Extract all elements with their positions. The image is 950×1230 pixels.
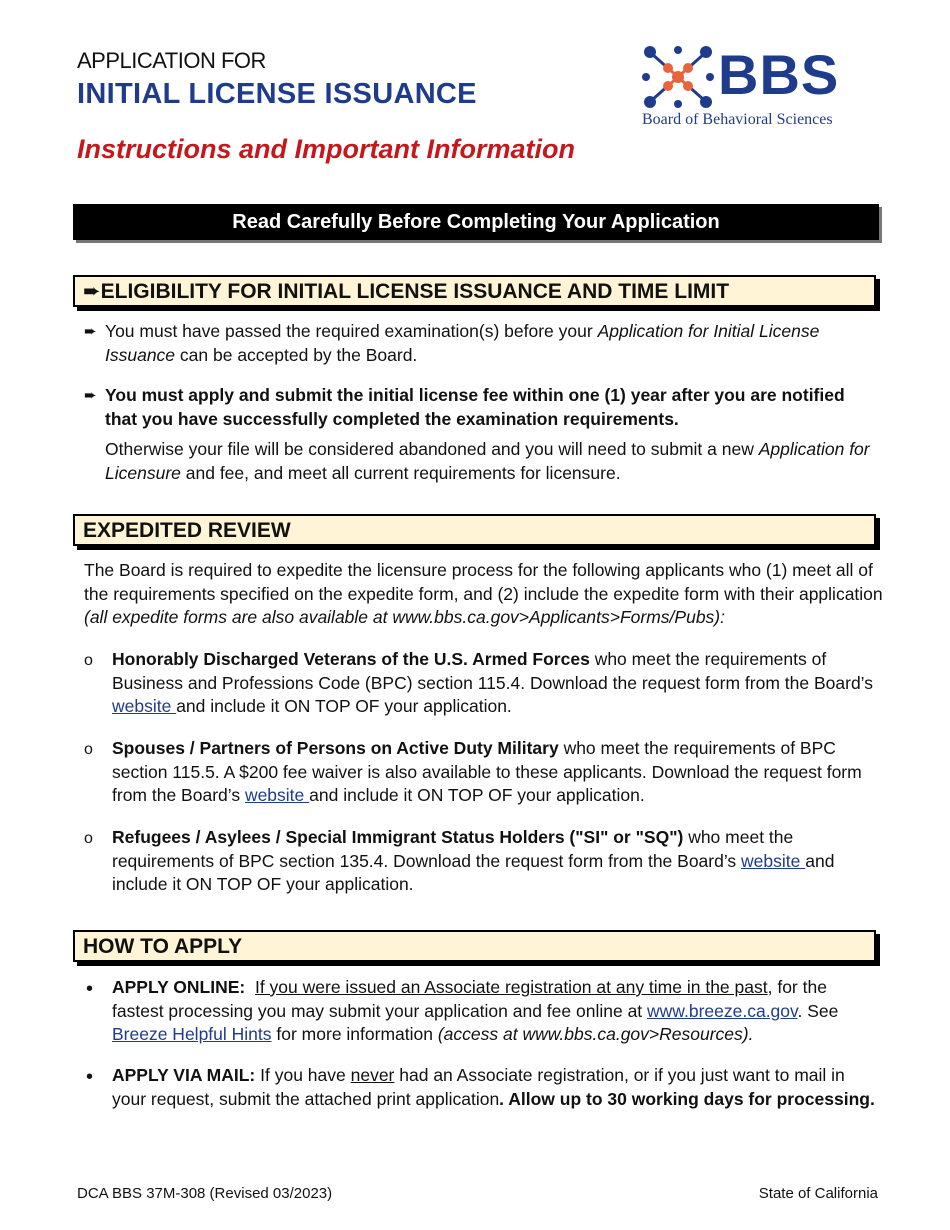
expedite-item-veterans: Honorably Discharged Veterans of the U.S. Armed Forces who meet the requirements of Business and Professions Code (BPC) section 115.4. Download the request form from the Board’s website and include it ON TOP OF your application. <box>112 649 873 716</box>
expedite-item-spouses: Spouses / Partners of Persons on Active Duty Military who meet the requirements of BPC section 115.5. A $200 fee waiver is also available to these applicants. Download the request form from the Board’s website and include it ON TOP OF your application. <box>112 738 862 805</box>
how-to-apply-heading: HOW TO APPLY <box>83 935 243 958</box>
arrow-right-icon: ➨ <box>83 280 101 303</box>
eligibility-item-2-followup: Otherwise your file will be considered abandoned and you will need to submit a new Application for Licensure and fee, and meet all current requirements for licensure. <box>105 439 870 483</box>
state-label: State of California <box>758 1185 878 1202</box>
eligibility-section-header <box>73 275 876 307</box>
bbs-logo <box>642 44 872 134</box>
instructions-heading: Instructions and Important Information <box>77 134 575 164</box>
logo-text: BBS <box>718 43 840 106</box>
breeze-link[interactable]: www.breeze.ca.gov <box>647 1000 798 1021</box>
read-carefully-banner: Read Carefully Before Completing Your Application <box>73 204 879 240</box>
expedited-section-header <box>73 514 876 546</box>
expedited-heading: EXPEDITED REVIEW <box>83 519 291 542</box>
apply-online-item: APPLY ONLINE: If you were issued an Associate registration at any time in the past, for the fastest processing you may submit your application and fee online at www.breeze.ca.gov. See Breeze Helpful Hints for more information (access at www.bbs.ca.gov>Resources). <box>112 977 839 1044</box>
arrow-right-icon: ➨ <box>84 387 97 404</box>
how-to-apply-section-header <box>73 930 876 962</box>
eligibility-item-1: You must have passed the required examination(s) before your Application for Initial License Issuance can be accepted by the Board. <box>105 321 820 365</box>
bullet-circle-icon: o <box>84 741 93 758</box>
expedited-intro: The Board is required to expedite the licensure process for the following applicants who (1) meet all of the requirements specified on the expedite form, and (2) include the expedite form with their application (all expedite forms are also available at www.bbs.ca.gov>Applicants>Forms/Pubs): <box>84 560 883 627</box>
bullet-dot-icon: • <box>86 1066 94 1088</box>
application-for-label: APPLICATION FOR <box>77 48 266 73</box>
bullet-circle-icon: o <box>84 830 93 847</box>
form-title: INITIAL LICENSE ISSUANCE <box>77 78 477 110</box>
bbs-logo-mark-icon <box>642 44 714 110</box>
website-link[interactable]: website <box>244 785 310 805</box>
logo-subtitle: Board of Behavioral Sciences <box>642 111 833 128</box>
arrow-right-icon: ➨ <box>84 323 97 340</box>
expedite-item-refugees: Refugees / Asylees / Special Immigrant Status Holders ("SI" or "SQ") who meet the requirements of BPC section 135.4. Download the request form from the Board’s website and include it ON TOP OF your application. <box>112 827 835 894</box>
website-link[interactable]: website <box>112 696 177 716</box>
bullet-dot-icon: • <box>86 978 94 1000</box>
form-number: DCA BBS 37M-308 (Revised 03/2023) <box>77 1185 333 1202</box>
bullet-circle-icon: o <box>84 652 93 669</box>
breeze-helpful-hints-link[interactable]: Breeze Helpful Hints <box>112 1024 272 1044</box>
eligibility-heading: ELIGIBILITY FOR INITIAL LICENSE ISSUANCE AND TIME LIMIT <box>100 280 730 303</box>
apply-mail-item: APPLY VIA MAIL: If you have never had an Associate registration, or if you just want to mail in your request, submit the attached print application. Allow up to 30 working days for processing. <box>112 1065 875 1109</box>
website-link[interactable]: website <box>741 850 806 871</box>
eligibility-item-2: You must apply and submit the initial license fee within one (1) year after you are notified that you have successfully completed the examination requirements. <box>105 385 845 429</box>
